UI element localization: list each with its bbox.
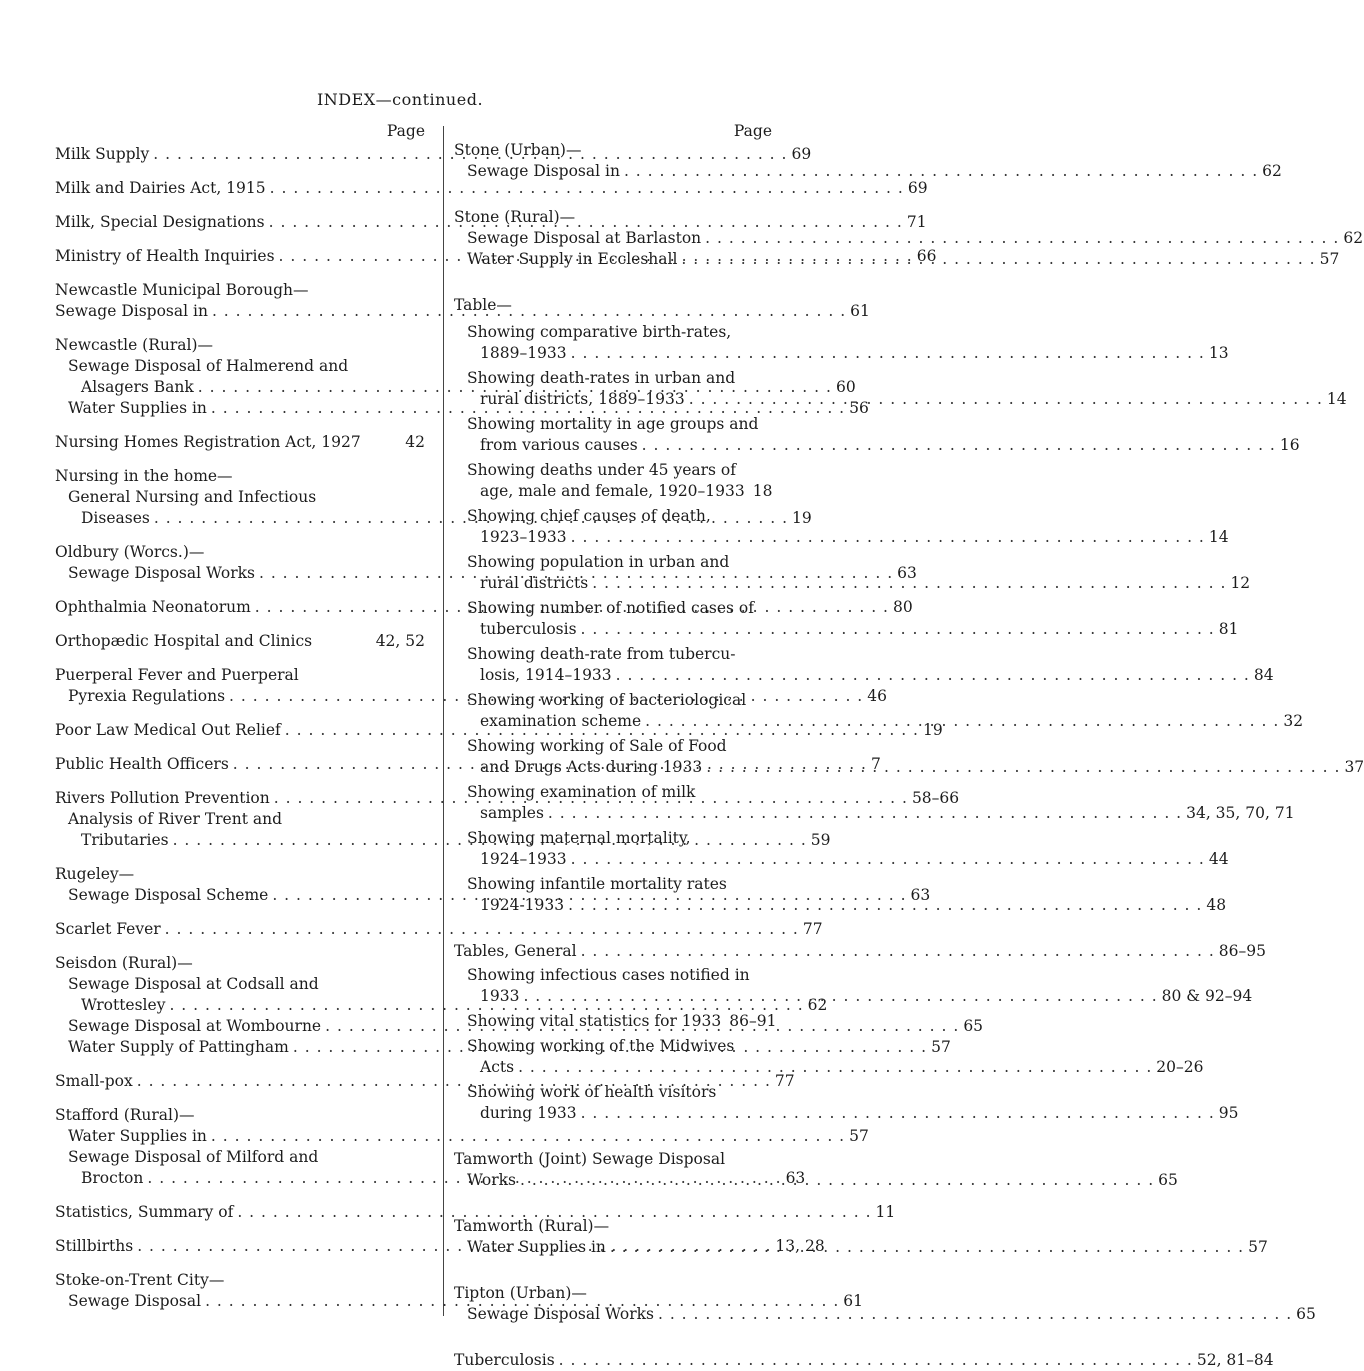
index-line — [454, 849, 1229, 870]
index-line — [55, 665, 425, 686]
entry-text: Sewage Disposal — [68, 1292, 202, 1310]
index-line — [55, 1270, 425, 1291]
page-number: 81 — [1218, 620, 1239, 638]
entry-text: rural districts, 1889–1933 — [480, 390, 685, 408]
entry-text: 1889–1933 — [480, 344, 567, 362]
entry-text: Showing working of Sale of Food — [467, 737, 727, 755]
entry-text: Analysis of River Trent and — [68, 810, 283, 828]
page-number: 95 — [1218, 1104, 1239, 1122]
entry-text: Newcastle Municipal Borough— — [55, 281, 309, 299]
dot-leader — [577, 941, 1215, 962]
entry-text: Seisdon (Rural)— — [55, 954, 193, 972]
index-line — [454, 140, 772, 161]
entry-text: Sewage Disposal in — [55, 302, 208, 320]
index-line — [454, 343, 1229, 364]
index-line — [454, 207, 772, 228]
index-line — [454, 828, 772, 849]
entry-text: Puerperal Fever and Puerperal — [55, 666, 299, 684]
index-line — [55, 631, 425, 652]
index-line — [55, 542, 425, 563]
page-number: 16 — [1279, 436, 1300, 454]
entry-text: Showing examination of milk — [467, 783, 696, 801]
page-number: 63 — [897, 564, 917, 582]
entry-text: Tipton (Urban)— — [454, 1284, 587, 1302]
dot-leader — [577, 1103, 1215, 1124]
entry-text: Statistics, Summary of — [55, 1203, 234, 1221]
entry-text: Nursing Homes Registration Act, 1927 — [55, 433, 361, 451]
page-column-header: Page — [386, 122, 425, 140]
page-number: 59 — [810, 831, 831, 849]
dot-leader — [567, 849, 1205, 870]
dot-leader — [588, 573, 1226, 594]
page-number: 52, 81–84 — [1196, 1351, 1274, 1369]
entry-text: Water Supplies in — [68, 1127, 207, 1145]
dot-leader — [555, 1350, 1193, 1371]
index-line — [454, 1283, 772, 1304]
entry-text: Showing maternal mortality, — [467, 829, 691, 847]
entry-text: Milk and Dairies Act, 1915 — [55, 179, 266, 197]
page-number: 57 — [931, 1038, 951, 1056]
index-entry — [454, 1011, 777, 1032]
index-line — [55, 432, 425, 453]
page-number: 11 — [875, 1203, 896, 1221]
index-line — [454, 295, 772, 316]
entry-text: Milk, Special Designations — [55, 213, 265, 231]
entry-text: Sewage Disposal of Milford and — [68, 1148, 319, 1166]
index-line — [454, 414, 772, 435]
page-number: 80 & 92–94 — [1161, 987, 1253, 1005]
page-number: 63 — [785, 1169, 806, 1187]
index-line — [454, 228, 1364, 249]
dot-leader — [702, 757, 1340, 778]
index-entry — [454, 736, 1364, 778]
page-number: 66 — [916, 247, 937, 265]
index-line — [55, 864, 425, 885]
entry-text: Showing death-rates in urban and — [467, 369, 736, 387]
entry-text: Sewage Disposal Works — [467, 1305, 654, 1323]
entry-text: Newcastle (Rural)— — [55, 336, 214, 354]
index-line — [55, 335, 425, 356]
page-number: 7 — [870, 755, 881, 773]
entry-text: Showing working of the Midwives — [467, 1037, 735, 1055]
entry-text: Works — [467, 1171, 516, 1189]
index-line — [454, 736, 772, 757]
dot-leader — [641, 711, 1279, 732]
page-number: 13 — [1208, 344, 1229, 362]
entry-text: Stoke-on-Trent City— — [55, 1271, 225, 1289]
page-number: 62 — [1343, 229, 1364, 247]
entry-text: Showing population in urban and — [467, 553, 730, 571]
page-number: 77 — [802, 920, 823, 938]
entry-text: Water Supply in Eccleshall — [467, 250, 678, 268]
entry-text: Scarlet Fever — [55, 920, 161, 938]
page-number: 12 — [1230, 574, 1251, 592]
entry-text: Tamworth (Joint) Sewage Disposal — [454, 1150, 726, 1168]
entry-text: Water Supply of Pattingham — [68, 1038, 289, 1056]
entry-text: Stafford (Rural)— — [55, 1106, 195, 1124]
page-number: 61 — [843, 1292, 864, 1310]
entry-text: Showing vital statistics for 1933 — [467, 1012, 722, 1030]
dot-leader — [612, 665, 1250, 686]
entry-text: Wrottesley — [81, 996, 166, 1014]
dot-leader — [620, 161, 1258, 182]
entry-text: 1924-1933 — [480, 896, 565, 914]
index-line — [55, 1147, 425, 1168]
index-entry — [454, 322, 1229, 364]
entry-text: Water Supplies in — [68, 399, 207, 417]
page-number: 69 — [907, 179, 928, 197]
entry-text: Oldbury (Worcs.)— — [55, 543, 205, 561]
entry-text: General Nursing and Infectious — [68, 488, 317, 506]
entry-text: Stone (Urban)— — [454, 141, 582, 159]
dot-leader — [514, 1057, 1152, 1078]
index-line — [454, 644, 772, 665]
entry-text: Rivers Pollution Prevention — [55, 789, 270, 807]
entry-text: Small-pox — [55, 1072, 133, 1090]
entry-text: Public Health Officers — [55, 755, 229, 773]
page-number: 84 — [1253, 666, 1274, 684]
page-number: 63 — [910, 886, 931, 904]
index-line — [55, 919, 823, 940]
index-line — [454, 690, 772, 711]
page-number: 61 — [850, 302, 870, 320]
index-line — [55, 178, 928, 199]
entry-text: and Drugs Acts during 1933 — [480, 758, 703, 776]
entry-text: examination scheme — [480, 712, 642, 730]
entry-text: Showing infantile mortality rates — [467, 875, 727, 893]
index-line — [454, 782, 772, 803]
index-line — [454, 1036, 772, 1057]
dot-leader — [564, 895, 1202, 916]
page-number: 65 — [1296, 1305, 1316, 1323]
page-number: 42 — [405, 433, 425, 451]
entry-text: from various causes — [480, 436, 638, 454]
entry-text: Sewage Disposal Scheme — [68, 886, 269, 904]
entry-text: Pyrexia Regulations — [68, 687, 226, 705]
page-number: 19 — [792, 509, 812, 527]
entry-text: Table— — [454, 296, 512, 314]
entry-text: 1933 — [480, 987, 520, 1005]
index-entry — [454, 644, 1274, 686]
dot-leader — [638, 435, 1276, 456]
index-entry — [55, 1202, 896, 1223]
index-line — [454, 874, 772, 895]
index-entry — [454, 506, 1229, 548]
entry-text: Showing infectious cases notified in — [467, 966, 750, 984]
index-line — [454, 965, 772, 986]
entry-text: Showing death-rate from tubercu- — [467, 645, 736, 663]
index-line — [454, 1103, 1239, 1124]
page-number: 80 — [893, 598, 913, 616]
entry-text: age, male and female, 1920–1933 — [480, 482, 745, 500]
entry-text: Poor Law Medical Out Relief — [55, 721, 281, 739]
dot-leader — [567, 527, 1205, 548]
page-number: 14 — [1326, 390, 1347, 408]
entry-text: Showing work of health visitors — [467, 1083, 717, 1101]
dot-leader — [567, 343, 1205, 364]
entry-text: tuberculosis — [480, 620, 577, 638]
index-line — [454, 1304, 1316, 1325]
entry-text: rural districts — [480, 574, 589, 592]
index-line — [454, 1149, 772, 1170]
entry-text: Showing working of bacteriological — [467, 691, 747, 709]
index-line — [454, 460, 772, 481]
index-entry — [55, 432, 425, 453]
index-entry — [454, 1350, 1274, 1371]
entry-text: Alsagers Bank — [81, 378, 194, 396]
page-number: 69 — [791, 145, 812, 163]
index-line — [454, 481, 772, 502]
page-number: 32 — [1283, 712, 1304, 730]
index-line — [454, 665, 1274, 686]
dot-leader — [701, 228, 1339, 249]
entry-text: Sewage Disposal at Wombourne — [68, 1017, 322, 1035]
entry-text: Stone (Rural)— — [454, 208, 576, 226]
page-column-header: Page — [733, 122, 772, 140]
entry-text: during 1933 — [480, 1104, 577, 1122]
page-number: 77 — [774, 1072, 795, 1090]
entry-text: Sewage Disposal Works — [68, 564, 255, 582]
page-number: 56 — [849, 399, 869, 417]
page-number: 65 — [1158, 1171, 1178, 1189]
entry-text: Orthopædic Hospital and Clinics — [55, 632, 313, 650]
index-line — [454, 757, 1364, 778]
page-number: 86–91 — [729, 1012, 777, 1030]
index-entry — [454, 1082, 1239, 1124]
dot-leader — [544, 803, 1182, 824]
dot-leader — [685, 389, 1323, 410]
page-number: 60 — [835, 378, 856, 396]
entry-text: Sewage Disposal at Codsall and — [68, 975, 319, 993]
entry-text: Brocton — [81, 1169, 144, 1187]
dot-leader — [577, 619, 1215, 640]
entry-text: Tuberculosis — [454, 1351, 555, 1369]
index-entry — [55, 631, 425, 652]
page-number: 48 — [1206, 896, 1227, 914]
index-line — [454, 506, 772, 527]
index-line — [454, 941, 1266, 962]
entry-text: Showing mortality in age groups and — [467, 415, 759, 433]
entry-text: Ministry of Health Inquiries — [55, 247, 275, 265]
page-number: 14 — [1208, 528, 1229, 546]
index-line — [454, 552, 772, 573]
index-line — [55, 1202, 896, 1223]
entry-text: Milk Supply — [55, 145, 150, 163]
entry-text: Sewage Disposal in — [467, 162, 620, 180]
entry-text: Tamworth (Rural)— — [454, 1217, 610, 1235]
page-number: 58–66 — [911, 789, 960, 807]
page-number: 71 — [906, 213, 927, 231]
index-line — [55, 280, 425, 301]
page-number: 65 — [963, 1017, 984, 1035]
entry-text: Tributaries — [81, 831, 169, 849]
page-number: 20–26 — [1156, 1058, 1204, 1076]
page-number: 37 — [1344, 758, 1364, 776]
page-title: INDEX—continued. — [316, 90, 484, 109]
page-number: 44 — [1208, 850, 1229, 868]
page-number: 62 — [1262, 162, 1282, 180]
entry-text: Sewage Disposal at Barlaston — [467, 229, 702, 247]
index-line — [454, 1057, 1204, 1078]
index-entry — [454, 941, 1266, 962]
index-line — [454, 1011, 777, 1032]
page-number: 86–95 — [1218, 942, 1266, 960]
dot-leader — [654, 1304, 1292, 1325]
entry-text: Sewage Disposal of Halmerend and — [68, 357, 349, 375]
page-number: 13, 28 — [775, 1237, 825, 1255]
entry-text: Diseases — [81, 509, 150, 527]
index-line — [55, 974, 425, 995]
index-entry — [55, 178, 928, 199]
index-line — [454, 1216, 772, 1237]
index-line — [454, 161, 1282, 182]
dot-leader — [677, 249, 1315, 270]
index-line — [454, 619, 1239, 640]
entry-text: Showing number of notified cases of — [467, 599, 754, 617]
index-line — [454, 527, 1229, 548]
index-entry — [454, 295, 772, 316]
entry-text: Ophthalmia Neonatorum — [55, 598, 251, 616]
page-number: 57 — [1319, 250, 1340, 268]
page-number: 46 — [867, 687, 887, 705]
page-number: 18 — [752, 482, 773, 500]
entry-text: Stillbirths — [55, 1237, 134, 1255]
index-line — [55, 356, 425, 377]
page-number: 19 — [922, 721, 943, 739]
index-line — [55, 809, 425, 830]
page-number: 57 — [849, 1127, 869, 1145]
entry-text: Water Supplies in — [467, 1238, 606, 1256]
dot-leader — [606, 1237, 1244, 1258]
index-entry — [55, 919, 823, 940]
page-number: 62 — [807, 996, 828, 1014]
index-line — [55, 1105, 425, 1126]
index-line — [454, 322, 772, 343]
index-line — [454, 1082, 772, 1103]
entry-text: 1923–1933 — [480, 528, 567, 546]
entry-text: Showing comparative birth-rates, — [467, 323, 732, 341]
index-line — [55, 466, 425, 487]
dot-leader — [519, 986, 1157, 1007]
index-line — [55, 1126, 869, 1147]
page-number: 34, 35, 70, 71 — [1186, 804, 1295, 822]
index-entry — [454, 460, 772, 502]
index-line — [454, 1350, 1274, 1371]
entry-text: Acts — [480, 1058, 515, 1076]
entry-text: losis, 1914–1933 — [480, 666, 612, 684]
entry-text: samples — [480, 804, 544, 822]
entry-text: Nursing in the home— — [55, 467, 233, 485]
index-entry — [454, 414, 1300, 456]
entry-text: Showing deaths under 45 years of — [467, 461, 736, 479]
page-number: 57 — [1248, 1238, 1268, 1256]
entry-text: Tables, General — [454, 942, 577, 960]
dot-leader — [516, 1170, 1154, 1191]
page-number: 42, 52 — [375, 632, 425, 650]
index-line — [454, 803, 1295, 824]
index-line — [454, 598, 772, 619]
index-line — [55, 487, 425, 508]
index-line — [55, 953, 425, 974]
entry-text: Showing chief causes of death, — [467, 507, 711, 525]
index-line — [454, 368, 772, 389]
entry-text: 1924–1933 — [480, 850, 567, 868]
entry-text: Rugeley— — [55, 865, 135, 883]
index-line — [454, 435, 1300, 456]
